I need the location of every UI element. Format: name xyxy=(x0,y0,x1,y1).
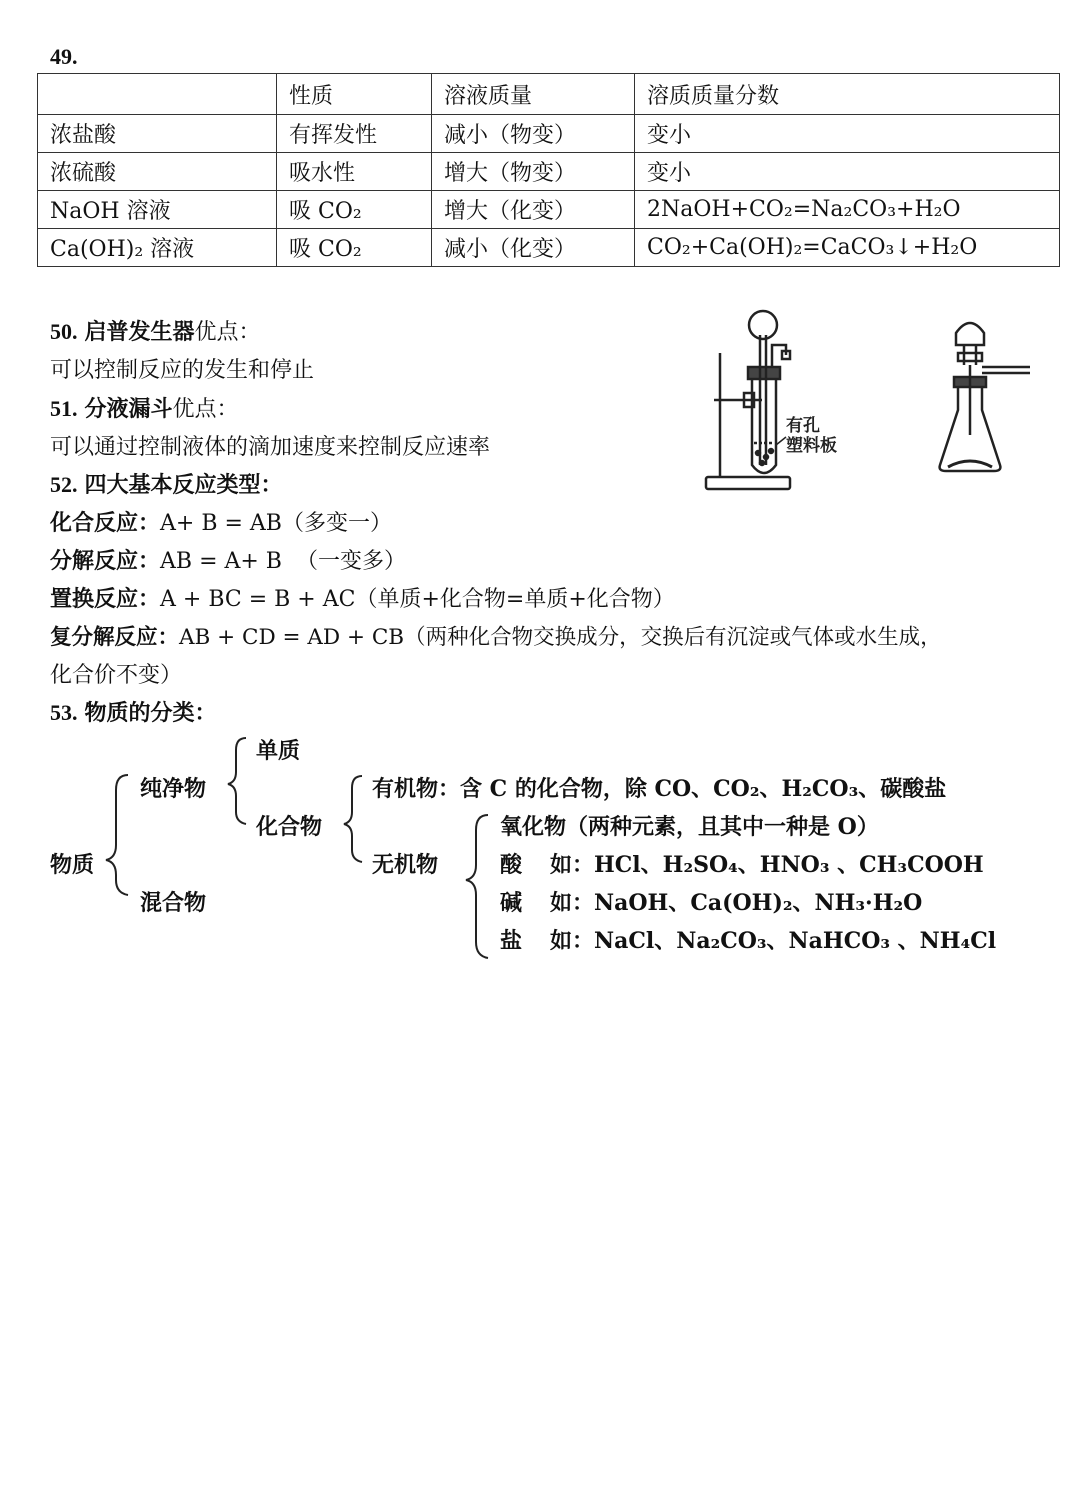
table-cell: 增大（物变） xyxy=(432,153,635,191)
section-51-suffix: 优点： xyxy=(172,397,239,422)
tree-organic: 有机物：含 C 的化合物，除 CO、CO₂、H₂CO₃、碳酸盐 xyxy=(372,776,947,802)
tree-pure-substance: 纯净物 xyxy=(140,776,207,802)
table-cell: Ca(OH)₂ 溶液 xyxy=(38,229,277,267)
section-53-title: 物质的分类： xyxy=(84,700,217,726)
bracket-root xyxy=(106,775,128,895)
tree-acid-examples: 如：HCl、H₂SO₄、HNO₃ 、CH₃COOH xyxy=(550,852,984,878)
tree-salt-label: 盐 xyxy=(500,928,523,954)
reaction-formula: AB + CD = AD + CB（两种化合物交换成分，交换后有沉淀或气体或水生成， xyxy=(179,625,942,650)
tree-acid-label: 酸 xyxy=(500,852,523,878)
tree-root: 物质 xyxy=(50,852,95,878)
reaction-type-label: 复分解反应： xyxy=(50,625,180,650)
bracket-inorganic xyxy=(466,815,488,958)
table-cell: NaOH 溶液 xyxy=(38,191,277,229)
section-52-number: 52. xyxy=(50,472,78,497)
tree-element: 单质 xyxy=(256,738,301,764)
bracket-compound xyxy=(344,776,362,862)
table-cell: 增大（化变） xyxy=(432,191,635,229)
reaction-type-label: 置换反应： xyxy=(50,586,161,612)
reaction-type-label: 化合反应： xyxy=(50,510,161,536)
section-50-number: 50. xyxy=(50,319,78,344)
reaction-double-decomposition-cont: 化合价不变） xyxy=(50,663,183,688)
section-51-title: 分液漏斗 xyxy=(84,396,173,422)
section-49-number: 49. xyxy=(50,44,78,69)
reaction-type-label: 分解反应： xyxy=(50,548,161,574)
table-header-cell: 溶质质量分数 xyxy=(635,74,1060,115)
tree-salt-examples: 如：NaCl、Na₂CO₃、NaHCO₃ 、NH₄Cl xyxy=(550,928,997,954)
section-50-body: 可以控制反应的发生和停止 xyxy=(50,358,315,383)
tree-base-examples: 如：NaOH、Ca(OH)₂、NH₃·H₂O xyxy=(550,890,923,916)
table-cell: 变小 xyxy=(635,115,1060,153)
table-cell: CO₂+Ca(OH)₂=CaCO₃↓+H₂O xyxy=(635,229,1060,267)
reaction-formula: A+ B = AB（多变一） xyxy=(160,511,392,536)
table-cell: 有挥发性 xyxy=(277,115,432,153)
table-cell: 吸水性 xyxy=(277,153,432,191)
tree-inorganic: 无机物 xyxy=(372,852,439,878)
section-50-title: 启普发生器 xyxy=(84,319,195,345)
table-header-cell: 溶液质量 xyxy=(432,74,635,115)
section-50-suffix: 优点： xyxy=(194,320,261,345)
table-cell: 吸 CO₂ xyxy=(277,191,432,229)
table-cell: 2NaOH+CO₂=Na₂CO₃+H₂O xyxy=(635,191,1060,229)
table-cell: 浓硫酸 xyxy=(38,153,277,191)
table-cell: 减小（化变） xyxy=(432,229,635,267)
section-53-number: 53. xyxy=(50,700,78,725)
table-cell: 变小 xyxy=(635,153,1060,191)
reaction-formula: A + BC = B + AC（单质+化合物=单质+化合物） xyxy=(160,587,675,612)
tree-base-label: 碱 xyxy=(500,890,523,916)
section-51-number: 51. xyxy=(50,396,78,421)
section-51-body: 可以通过控制液体的滴加速度来控制反应速率 xyxy=(50,435,491,460)
tree-acid xyxy=(500,848,984,879)
reaction-formula: AB = A+ B （一变多） xyxy=(160,549,406,574)
tree-base xyxy=(500,886,922,917)
tree-compound: 化合物 xyxy=(256,814,323,840)
bracket-pure xyxy=(228,738,246,824)
tree-oxide: 氧化物（两种元素，且其中一种是 O） xyxy=(500,814,879,840)
figure-label-line1: 有孔 xyxy=(786,416,820,436)
tree-mixture: 混合物 xyxy=(140,890,207,916)
section-52-title: 四大基本反应类型： xyxy=(84,472,283,498)
table-header-cell: 性质 xyxy=(277,74,432,115)
table-cell: 浓盐酸 xyxy=(38,115,277,153)
figure-label-line2: 塑料板 xyxy=(786,436,837,456)
tree-salt xyxy=(500,924,996,955)
table-cell: 减小（物变） xyxy=(432,115,635,153)
table-cell: 吸 CO₂ xyxy=(277,229,432,267)
